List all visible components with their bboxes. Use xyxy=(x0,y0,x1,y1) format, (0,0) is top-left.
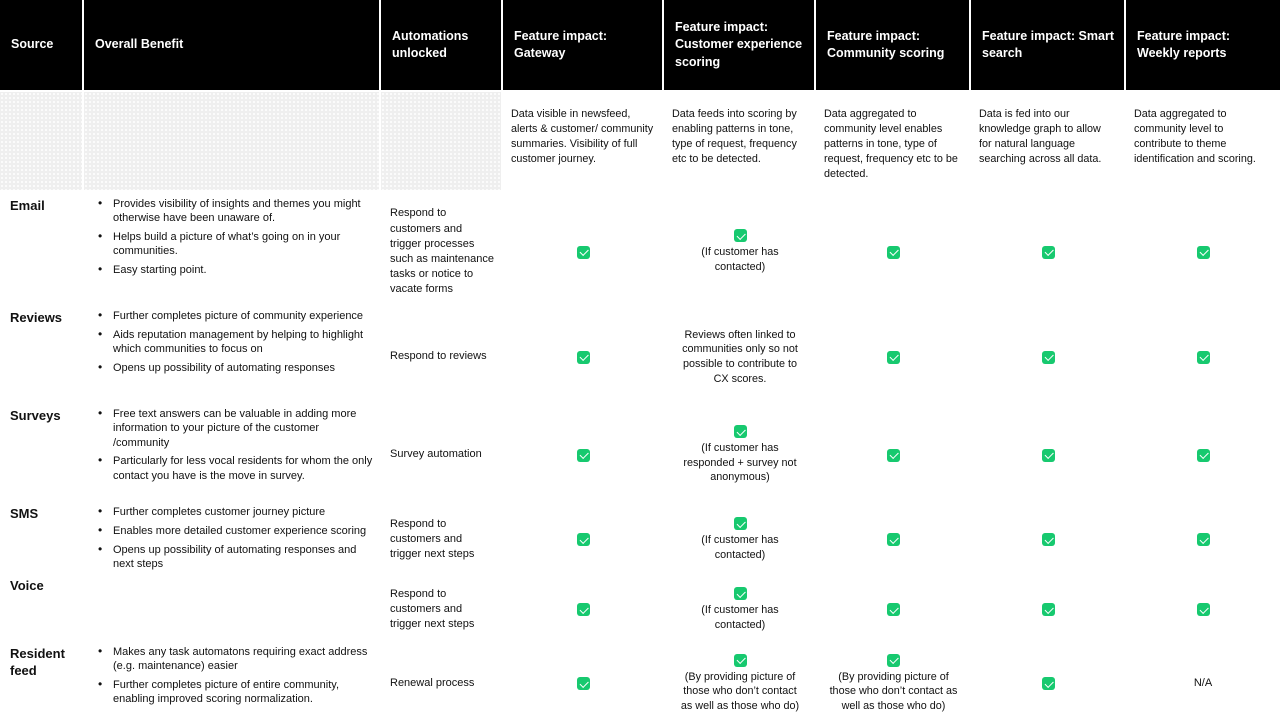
column-header-feature-community-scoring: Feature impact: Community scoring xyxy=(816,0,971,90)
subheader-spacer-source xyxy=(0,92,84,190)
column-header-feature-smart-search: Feature impact: Smart search xyxy=(971,0,1126,90)
automations-text: Respond to reviews xyxy=(390,350,487,363)
feature-note: (By providing picture of those who don’t contact as well as those who do) xyxy=(680,670,800,712)
feature-cell-community-scoring xyxy=(816,504,971,576)
feature-note: (If customer has contacted) xyxy=(701,246,779,273)
benefit-cell xyxy=(84,576,381,644)
feature-cell-customer-experience-scoring xyxy=(664,504,816,576)
check-icon xyxy=(577,246,590,259)
check-icon xyxy=(577,449,590,462)
feature-cell-weekly-reports xyxy=(1126,576,1280,644)
source-label: Surveys xyxy=(10,408,61,423)
automations-cell xyxy=(381,308,503,406)
feature-cell-gateway xyxy=(503,406,664,504)
check-icon xyxy=(887,246,900,259)
check-icon xyxy=(1042,677,1055,690)
benefit-item: • Particularly for less vocal residents for whom the only contact you have is the move in survey. xyxy=(97,454,375,483)
benefit-item: • Makes any task automatons requiring exact address (e.g. maintenance) easier xyxy=(97,645,375,674)
check-icon xyxy=(1197,533,1210,546)
feature-cell-customer-experience-scoring xyxy=(664,576,816,644)
benefit-item: • Further completes customer journey picture xyxy=(97,505,375,519)
automations-cell xyxy=(381,504,503,576)
feature-cell-community-scoring xyxy=(816,308,971,406)
benefit-item: • Easy starting point. xyxy=(97,263,375,277)
check-icon xyxy=(887,654,900,667)
feature-note: Reviews often linked to communities only so not possible to contribute to CX scores. xyxy=(682,328,798,385)
benefit-cell xyxy=(84,504,381,576)
feature-cell-gateway xyxy=(503,504,664,576)
check-icon xyxy=(887,603,900,616)
check-icon xyxy=(577,533,590,546)
column-header-feature-weekly-reports: Feature impact: Weekly reports xyxy=(1126,0,1280,90)
feature-cell-smart-search xyxy=(971,308,1126,406)
table-row xyxy=(0,196,1280,308)
benefit-item: • Free text answers can be valuable in adding more information to your picture of the customer /community xyxy=(97,407,375,450)
benefit-item: • Further completes picture of community experience xyxy=(97,309,375,323)
check-icon xyxy=(1197,603,1210,616)
feature-cell-customer-experience-scoring xyxy=(664,308,816,406)
column-header-feature-gateway: Feature impact: Gateway xyxy=(503,0,664,90)
column-header-automations-unlocked: Automations unlocked xyxy=(381,0,503,90)
table-row xyxy=(0,406,1280,504)
feature-cell-customer-experience-scoring xyxy=(664,196,816,308)
na-label: N/A xyxy=(1193,677,1213,690)
check-icon xyxy=(887,533,900,546)
feature-cell-weekly-reports xyxy=(1126,308,1280,406)
source-label: Voice xyxy=(10,577,44,593)
check-icon xyxy=(1042,603,1055,616)
feature-description-row xyxy=(0,92,1280,190)
table-body xyxy=(0,196,1280,720)
check-icon xyxy=(734,425,747,438)
feature-cell-smart-search xyxy=(971,644,1126,720)
source-label: Email xyxy=(10,198,45,213)
check-icon xyxy=(577,677,590,690)
feature-cell-smart-search xyxy=(971,196,1126,308)
benefit-item: • Aids reputation management by helping to highlight which communities to focus on xyxy=(97,328,375,357)
feature-description-gateway: Data visible in newsfeed, alerts & customer/ community summaries. Visibility of full customer journey. xyxy=(511,108,654,165)
check-icon xyxy=(1042,533,1055,546)
feature-description-community-scoring: Data aggregated to community level enables patterns in tone, type of request, frequency etc to be detected. xyxy=(824,108,958,180)
source-label: Reviews xyxy=(10,310,63,325)
feature-cell-gateway xyxy=(503,196,664,308)
table-header-row xyxy=(0,0,1280,90)
table-row xyxy=(0,308,1280,406)
column-header-overall-benefit: Overall Benefit xyxy=(84,0,381,90)
benefit-cell xyxy=(84,308,381,406)
check-icon xyxy=(1197,449,1210,462)
feature-cell-weekly-reports xyxy=(1126,644,1280,720)
benefit-list xyxy=(97,309,375,375)
check-icon xyxy=(734,517,747,530)
automations-cell xyxy=(381,576,503,644)
table-row xyxy=(0,576,1280,644)
subheader-spacer-benefit xyxy=(84,92,381,190)
check-icon xyxy=(734,229,747,242)
automations-text: Survey automation xyxy=(390,448,482,461)
feature-cell-customer-experience-scoring xyxy=(664,644,816,720)
benefit-cell xyxy=(84,406,381,504)
check-icon xyxy=(577,603,590,616)
benefit-list xyxy=(97,505,375,571)
feature-cell-community-scoring xyxy=(816,196,971,308)
benefit-item: • Provides visibility of insights and themes you might otherwise have been unaware of. xyxy=(97,197,375,226)
table-row xyxy=(0,504,1280,576)
benefit-list xyxy=(97,197,375,277)
check-icon xyxy=(887,449,900,462)
automations-cell xyxy=(381,406,503,504)
feature-cell-weekly-reports xyxy=(1126,406,1280,504)
check-icon xyxy=(734,654,747,667)
automations-cell xyxy=(381,644,503,720)
benefit-list xyxy=(97,407,375,483)
feature-cell-customer-experience-scoring xyxy=(664,406,816,504)
check-icon xyxy=(1042,351,1055,364)
source-label: SMS xyxy=(10,506,39,521)
feature-cell-smart-search xyxy=(971,406,1126,504)
column-header-source: Source xyxy=(0,0,84,90)
feature-cell-community-scoring xyxy=(816,406,971,504)
automations-text: Respond to customers and trigger processes such as maintenance tasks or notice to vacate forms xyxy=(390,207,494,296)
benefit-cell xyxy=(84,196,381,308)
check-icon xyxy=(1197,246,1210,259)
feature-cell-weekly-reports xyxy=(1126,504,1280,576)
benefit-item: • Further completes picture of entire community, enabling improved scoring normalization. xyxy=(97,678,375,707)
source-label: Resident feed xyxy=(10,645,65,678)
subheader-spacer-automations xyxy=(381,92,503,190)
feature-cell-smart-search xyxy=(971,576,1126,644)
feature-description-smart-search: Data is fed into our knowledge graph to allow for natural language searching across all data. xyxy=(979,108,1102,165)
feature-cell-weekly-reports xyxy=(1126,196,1280,308)
automations-text: Respond to customers and trigger next steps xyxy=(390,587,475,631)
feature-description-customer-experience-scoring: Data feeds into scoring by enabling patterns in tone, type of request, frequency etc to be detected. xyxy=(672,108,797,165)
feature-cell-gateway xyxy=(503,308,664,406)
automations-text: Respond to customers and trigger next steps xyxy=(390,518,475,561)
benefit-item: • Opens up possibility of automating responses and next steps xyxy=(97,543,375,572)
benefit-cell xyxy=(84,644,381,720)
check-icon xyxy=(577,351,590,364)
check-icon xyxy=(1197,351,1210,364)
automations-cell xyxy=(381,196,503,308)
check-icon xyxy=(887,351,900,364)
benefit-item: • Opens up possibility of automating responses xyxy=(97,361,375,375)
feature-cell-community-scoring xyxy=(816,576,971,644)
benefit-item: • Helps build a picture of what’s going on in your communities. xyxy=(97,230,375,259)
feature-cell-community-scoring xyxy=(816,644,971,720)
feature-cell-gateway xyxy=(503,644,664,720)
benefit-item: • Enables more detailed customer experience scoring xyxy=(97,524,375,538)
feature-note: (By providing picture of those who don’t contact as well as those who do) xyxy=(829,670,958,712)
feature-cell-gateway xyxy=(503,576,664,644)
feature-note: (If customer has contacted) xyxy=(701,534,779,561)
feature-note: (If customer has contacted) xyxy=(701,604,779,631)
column-header-feature-customer-experience-scoring: Feature impact: Customer experience scoring xyxy=(664,0,816,90)
check-icon xyxy=(1042,449,1055,462)
automations-text: Renewal process xyxy=(390,677,475,690)
benefit-list xyxy=(97,645,375,707)
check-icon xyxy=(734,587,747,600)
table-row xyxy=(0,644,1280,720)
feature-description-weekly-reports: Data aggregated to community level to contribute to theme identification and scoring. xyxy=(1134,108,1256,165)
check-icon xyxy=(1042,246,1055,259)
feature-note: (If customer has responded + survey not anonymous) xyxy=(683,442,797,484)
feature-cell-smart-search xyxy=(971,504,1126,576)
